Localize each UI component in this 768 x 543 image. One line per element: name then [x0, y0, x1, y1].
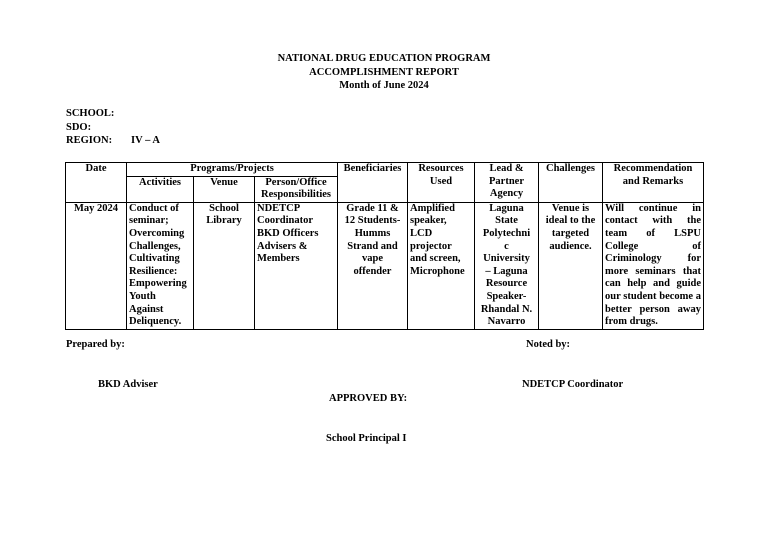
header-beneficiaries: Beneficiaries	[338, 163, 408, 203]
school-label: SCHOOL:	[66, 108, 115, 119]
approved-by-label: APPROVED BY:	[329, 393, 408, 404]
prepared-by-label: Prepared by:	[66, 339, 125, 350]
adviser-signature: BKD Adviser	[98, 379, 158, 390]
cell-challenges: Venue is ideal to the targeted audience.	[539, 202, 603, 329]
accomplishment-table	[65, 162, 704, 330]
sdo-label: SDO:	[66, 122, 92, 133]
cell-recommendation: Will continue in contact with the team of LSPU College of Criminology for more seminars that can help and guide our student become a better person away from drugs.	[603, 202, 704, 329]
header-person: Person/Office Responsibilities	[255, 176, 338, 202]
cell-resources: Amplified speaker, LCD projector and screen, Microphone	[408, 202, 475, 329]
noted-by-label: Noted by:	[526, 339, 571, 350]
cell-venue: School Library	[194, 202, 255, 329]
header-programs: Programs/Projects	[127, 163, 338, 177]
header-activities: Activities	[127, 176, 194, 202]
cell-date: May 2024	[66, 202, 127, 329]
principal-signature: School Principal I	[326, 433, 407, 444]
cell-activities: Conduct of seminar; Overcoming Challenges, Cultivating Resilience: Empowering Youth Against Deliquency.	[127, 202, 194, 329]
table-row	[66, 202, 704, 329]
cell-lead: Laguna State Polytechni c University – Laguna Resource Speaker- Rhandal N. Navarro	[475, 202, 539, 329]
report-month: Month of June 2024	[339, 80, 429, 91]
report-title: NATIONAL DRUG EDUCATION PROGRAM	[277, 53, 491, 64]
region-label: REGION:	[66, 135, 113, 146]
header-challenges: Challenges	[539, 163, 603, 203]
header-lead: Lead & Partner Agency	[475, 163, 539, 203]
coordinator-signature: NDETCP Coordinator	[522, 379, 624, 390]
cell-person: NDETCP Coordinator BKD Officers Advisers & Members	[255, 202, 338, 329]
header-resources: Resources Used	[408, 163, 475, 203]
header-date: Date	[66, 163, 127, 203]
report-subtitle: ACCOMPLISHMENT REPORT	[309, 67, 459, 78]
header-venue: Venue	[194, 176, 255, 202]
header-recommendation: Recommendation and Remarks	[603, 163, 704, 203]
cell-beneficiaries: Grade 11 & 12 Students- Humms Strand and vape offender	[338, 202, 408, 329]
region-value: IV – A	[131, 135, 160, 146]
